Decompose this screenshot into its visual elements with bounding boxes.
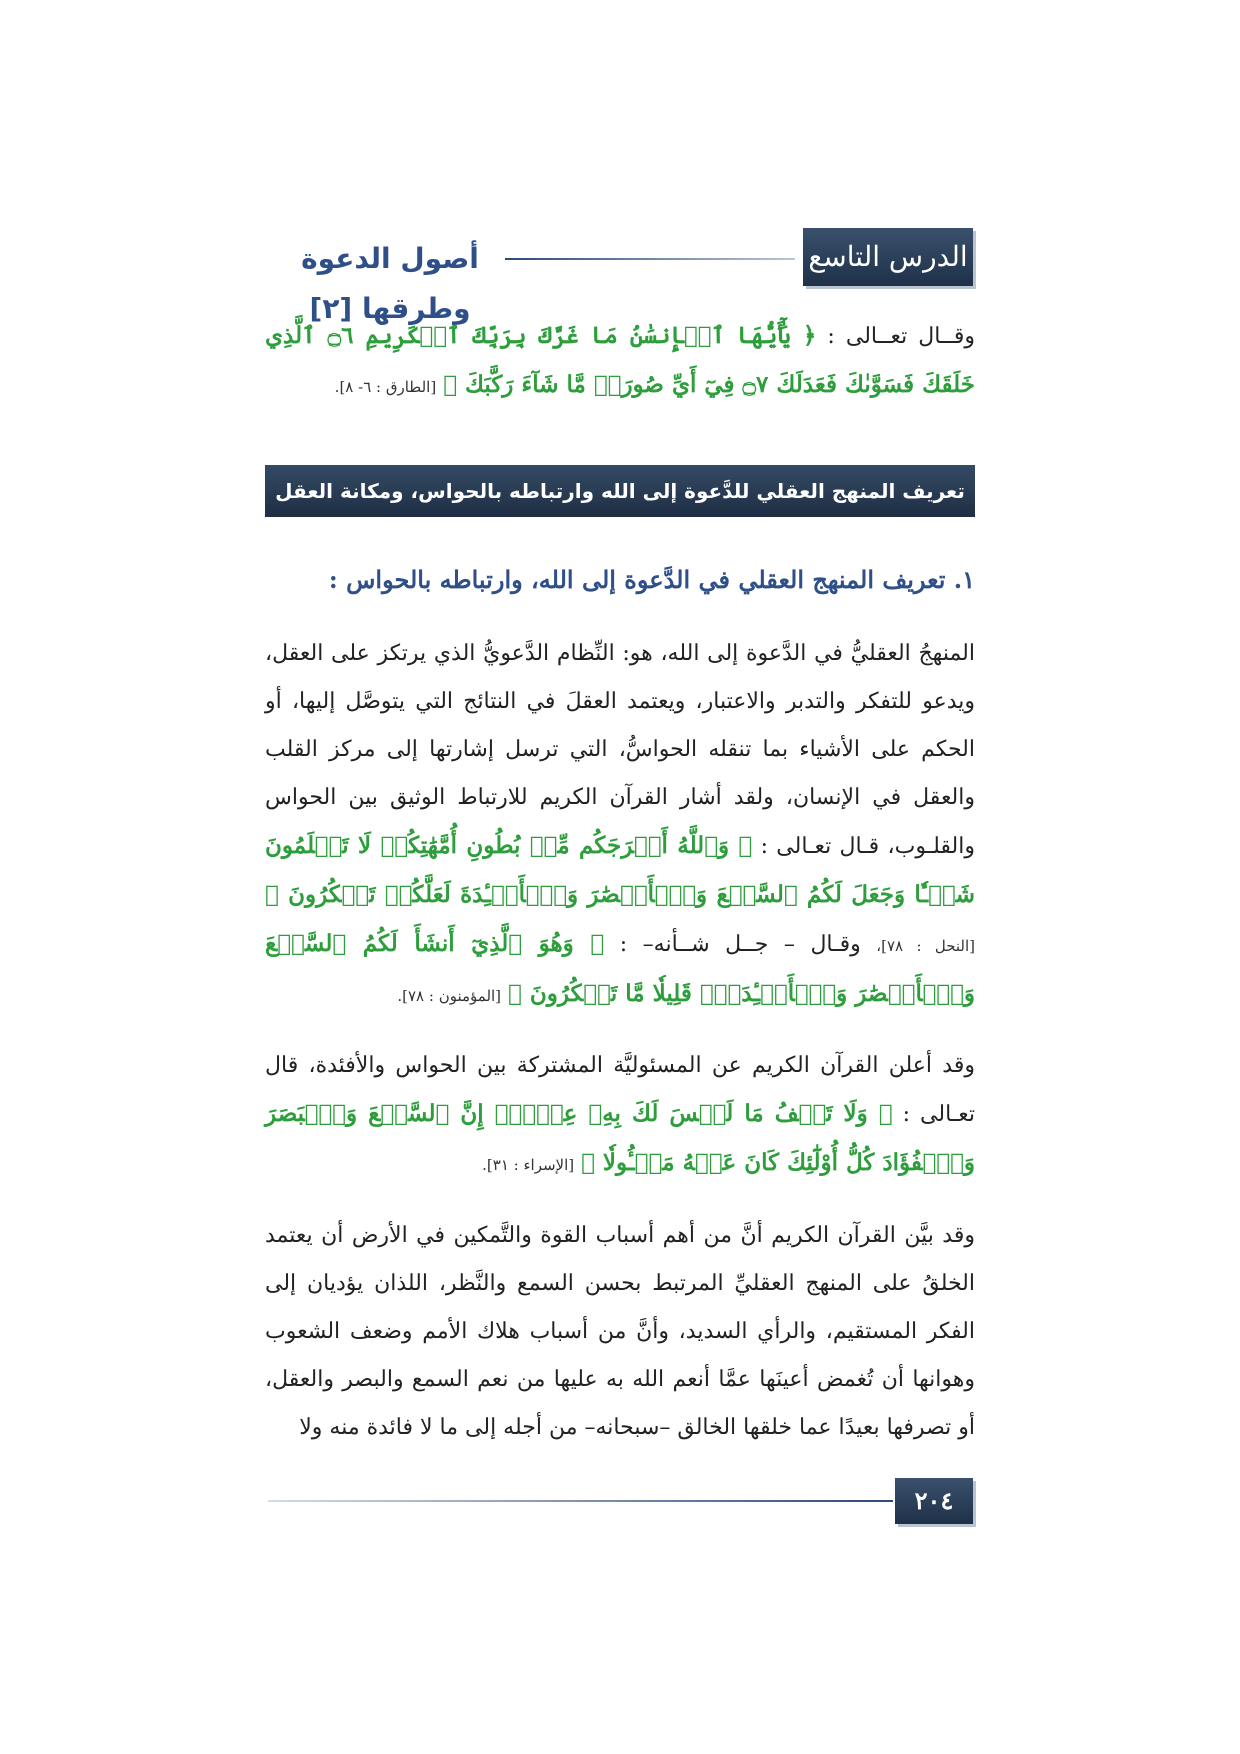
page-number: ٢٠٤ (895, 1478, 973, 1524)
verse-reference: [الإسراء : ٣١]. (482, 1156, 575, 1174)
footer-divider (268, 1500, 893, 1502)
subheading: ١. تعريف المنهج العقلي في الدَّعوة إلى الله، وارتباطه بالحواس : (328, 565, 975, 594)
paragraph-1 (265, 630, 975, 1020)
paragraph-3 (265, 1212, 975, 1452)
verse-reference: [الطارق : ٦- ٨]. (334, 378, 437, 396)
intro-paragraph (265, 312, 975, 411)
verse-reference: [المؤمنون : ٧٨]. (397, 987, 502, 1005)
header-divider (505, 258, 795, 260)
paragraph-text: المنهجُ العقليُّ في الدَّعوة إلى الله، هو: النِّظام الدَّعويُّ الذي يرتكز على العقل، ويدعو للتفكر والتدبر والاعتبار، ويعتمد العقلَ في النتائج التي يتوصَّل إليها، أو الحكم على الأشياء بما تنقله الحواسُّ، التي ترسل إشارتها إلى مركز القلب والعقل في الإنسان، ولقد أشار القرآن الكريم للارتباط الوثيق بين الحواس والقلـوب، قـال تعـالى : (265, 641, 975, 859)
paragraph-text: وقد بيَّن القرآن الكريم أنَّ من أهم أسباب القوة والتَّمكين في الأرض أن يعتمد الخلقُ على المنهج العقليِّ المرتبط بحسن السمع والنَّظر، اللذان يؤديان إلى الفكر المستقيم، والرأي السديد، وأنَّ من أسباب هلاك الأمم وضعف الشعوب وهوانها أن تُغمض أعينَها عمَّا أنعم الله به عليها من نعم السمع والبصر والعقل، أو تصرفها بعيدًا عما خلقها الخالق –سبحانه– من أجله إلى ما لا فائدة منه ولا (265, 1223, 975, 1440)
book-title: أصول الدعوة وطرقها [٢] (301, 242, 479, 325)
quran-verse: ﴿ وَٱللَّهُ أَخۡرَجَكُم مِّنۢ بُطُونِ أُمَّهَٰتِكُمۡ لَا تَعۡلَمُونَ شَيۡـٔٗا وَجَعَلَ لَكُمُ ٱلسَّمۡعَ وَٱلۡأَبۡصَٰرَ وَٱلۡأَفۡـِٔدَةَ لَعَلَّكُمۡ تَشۡكُرُونَ ﴾ (265, 832, 975, 908)
quran-verse: ﴿ وَهُوَ ٱلَّذِيٓ أَنشَأَ لَكُمُ ٱلسَّمۡعَ وَٱلۡأَبۡصَٰرَ وَٱلۡأَفۡـِٔدَةَۚ قَلِيلٗا مَّا تَشۡكُرُونَ ﴾ (265, 930, 975, 1007)
paragraph-text: وقـال – جــل شــأنه– : (619, 932, 861, 957)
quran-verse: ﴿ يَٰٓأَيُّهَا ٱلۡإِنسَٰنُ مَا غَرَّكَ بِرَبِّكَ ٱلۡكَرِيمِ ۝٦ ٱلَّذِي خَلَقَكَ فَسَوَّىٰكَ فَعَدَلَكَ ۝٧ فِيٓ أَيِّ صُورَةٖ مَّا شَآءَ رَكَّبَكَ ﴾ (265, 322, 975, 398)
paragraph-text: وقد أعلن القرآن الكريم عن المسئوليَّة المشتركة بين الحواس والأفئدة، قال تعـالى : (265, 1053, 975, 1127)
quran-verse: ﴿ وَلَا تَقۡفُ مَا لَيۡسَ لَكَ بِهِۦ عِلۡمٌۚ إِنَّ ٱلسَّمۡعَ وَٱلۡبَصَرَ وَٱلۡفُؤَادَ كُلُّ أُوْلَٰٓئِكَ كَانَ عَنۡهُ مَسۡـُٔولٗا ﴾ (265, 1100, 975, 1176)
paragraph-2 (265, 1042, 975, 1189)
intro-lead: وقــال تعــالى : (827, 324, 975, 349)
verse-reference: [النحل : ٧٨]، (876, 937, 975, 955)
lesson-badge: الدرس التاسع (803, 228, 973, 286)
section-title-bar: تعريف المنهج العقلي للدَّعوة إلى الله وارتباطه بالحواس، ومكانة العقل في الإسلام (265, 465, 975, 517)
